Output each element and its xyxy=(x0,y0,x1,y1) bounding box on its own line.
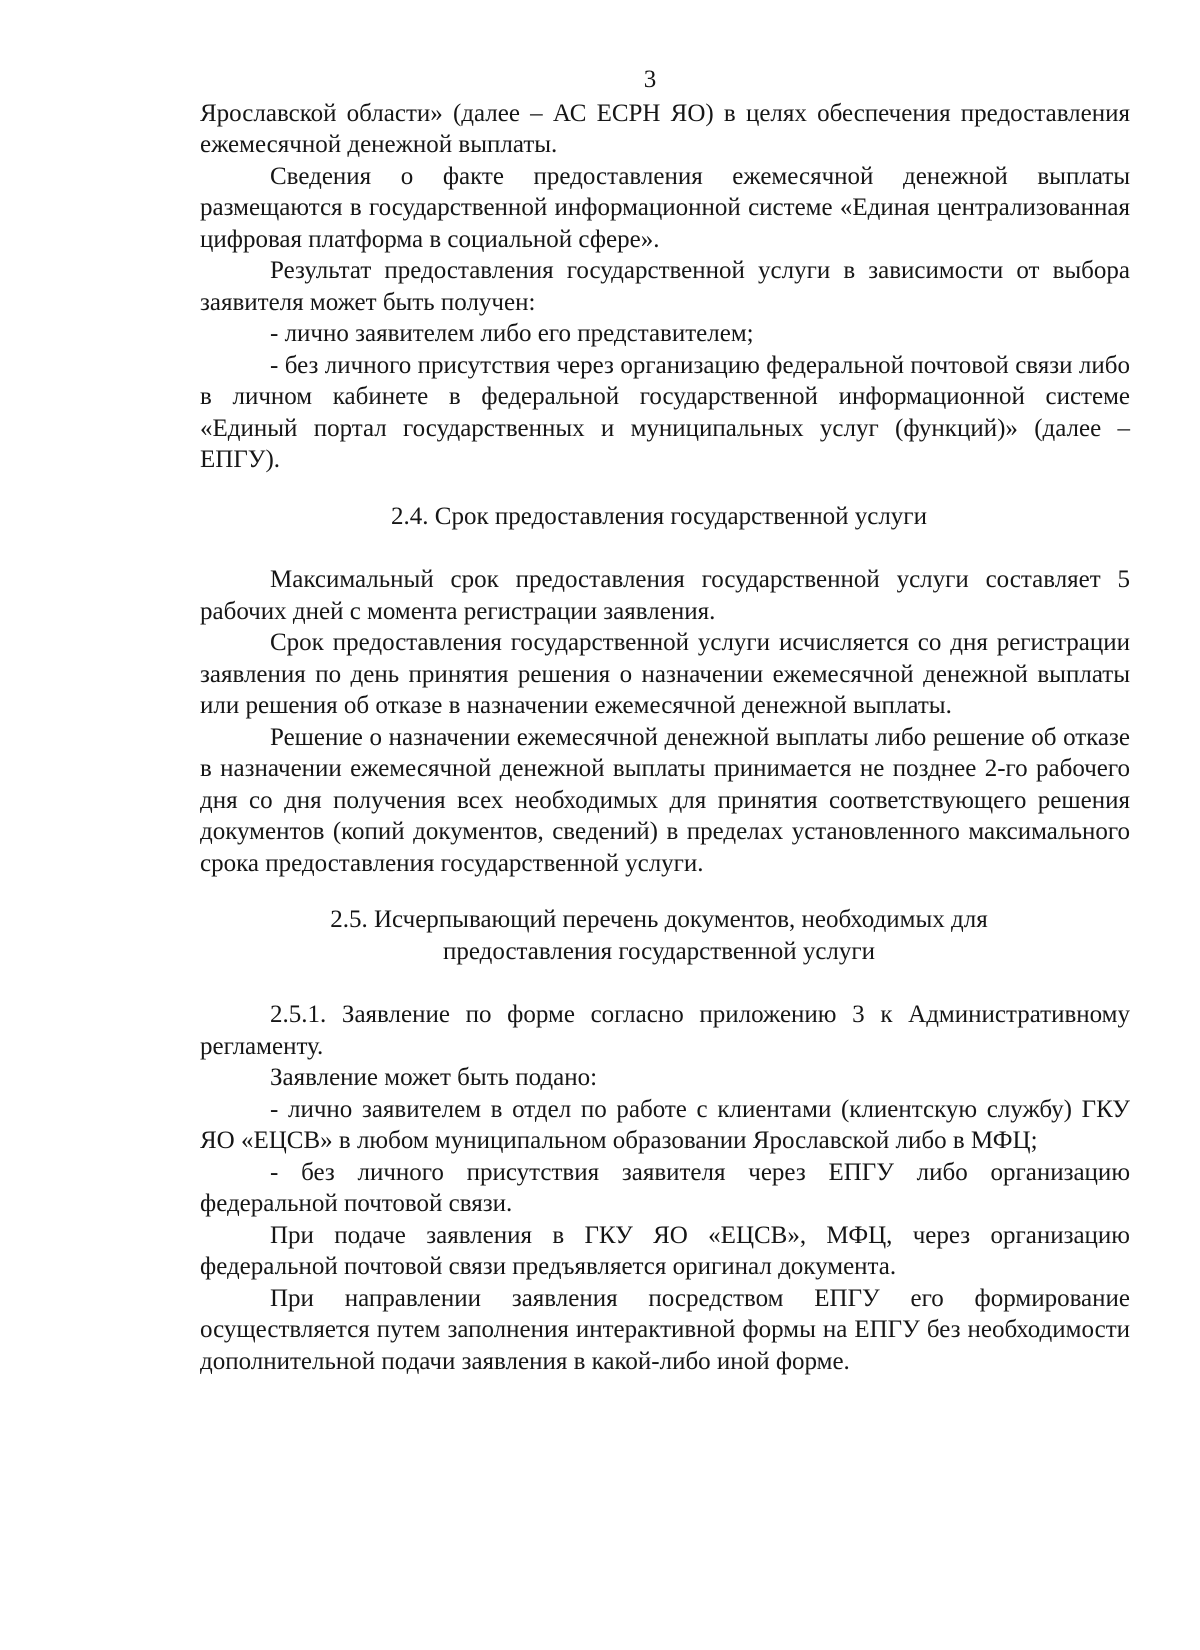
section-title-2-5-line-2: предоставления государственной услуги xyxy=(442,937,876,965)
list-item-submit-in-person: - лично заявителем в отдел по работе с клиентами (клиентскую службу) ГКУ ЯО «ЕЦСВ» в любом муниципальном образовании Ярославской либо в МФЦ; xyxy=(200,1095,1130,1154)
list-item-in-person: - лично заявителем либо его представителем; xyxy=(270,320,754,347)
list-item-submit-remote: - без личного присутствия заявителя через ЕПГУ либо организацию федеральной почтовой связи. xyxy=(200,1158,1130,1217)
page-number: 3 xyxy=(643,66,657,93)
paragraph-application-form: 2.5.1. Заявление по форме согласно приложению 3 к Административному регламенту. xyxy=(200,1001,1130,1060)
section-title-2-5 xyxy=(200,904,1130,967)
paragraph-original-document: При подаче заявления в ГКУ ЯО «ЕЦСВ», МФЦ, через организацию федеральной почтовой связи предъявляется оригинал документа. xyxy=(200,1221,1130,1280)
paragraph-max-term: Максимальный срок предоставления государственной услуги составляет 5 рабочих дней с момента регистрации заявления. xyxy=(200,566,1130,625)
paragraph-result-options: Результат предоставления государственной услуги в зависимости от выбора заявителя может быть получен: xyxy=(200,257,1130,316)
paragraph-decision-deadline: Решение о назначении ежемесячной денежной выплаты либо решение об отказе в назначении ежемесячной денежной выплаты принимается не позднее 2-го рабочего дня со дня получения всех необходимых для принятия соответствующего решения документов (копий документов, сведений) в пределах установленного максимального срока предоставления государственной услуги. xyxy=(200,723,1130,877)
section-title-2-4: 2.4. Срок предоставления государственной услуги xyxy=(391,502,927,530)
paragraph-info-placement: Сведения о факте предоставления ежемесячной денежной выплаты размещаются в государственной информационной системе «Единая централизованная цифровая платформа в социальной сфере». xyxy=(200,162,1130,253)
paragraph-submission-ways: Заявление может быть подано: xyxy=(270,1064,598,1091)
paragraph-term-calculation: Срок предоставления государственной услуги исчисляется со дня регистрации заявления по день принятия решения о назначении ежемесячной денежной выплаты или решения об отказе в назначении ежемесячной денежной выплаты. xyxy=(200,629,1130,719)
section-title-2-5-line-1: 2.5. Исчерпывающий перечень документов, необходимых для xyxy=(330,906,988,933)
paragraph-continuation: Ярославской области» (далее – АС ЕСРН ЯО) в целях обеспечения предоставления ежемесячной денежной выплаты. xyxy=(200,99,1130,158)
list-item-remote: - без личного присутствия через организацию федеральной почтовой связи либо в личном кабинете в федеральной государственной информационной системе «Единый портал государственных и муниципальных услуг (функций)» (далее – ЕПГУ). xyxy=(200,351,1130,473)
paragraph-epgu-submission: При направлении заявления посредством ЕПГУ его формирование осуществляется путем заполнения интерактивной формы на ЕПГУ без необходимости дополнительной подачи заявления в какой-либо иной форме. xyxy=(200,1284,1130,1375)
